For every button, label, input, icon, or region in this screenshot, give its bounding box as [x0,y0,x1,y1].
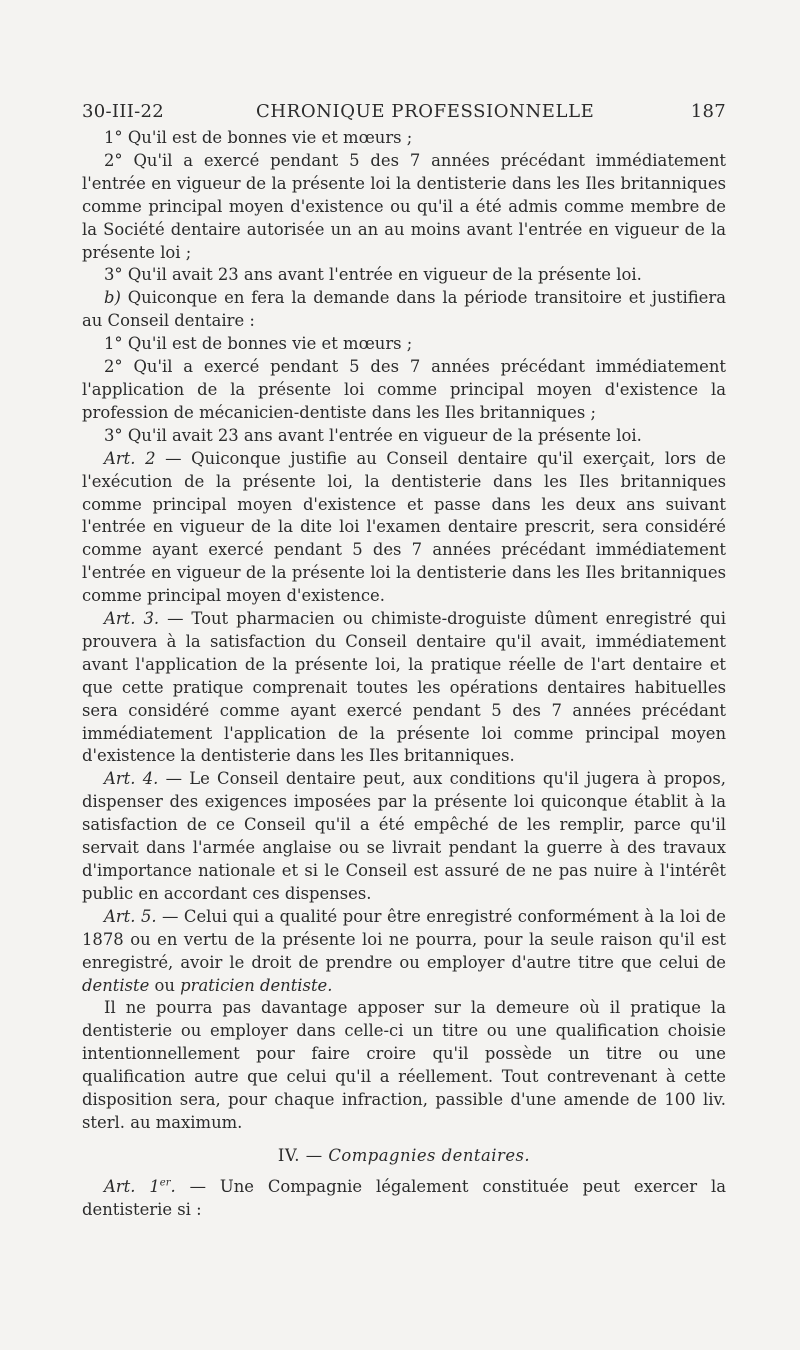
article [82,608,726,768]
paragraph: 2° Qu'il a exercé pendant 5 des 7 années précédant immédiatement l'entrée en vigueur de la présente loi la dentisterie dans les Iles britanniques comme principal moyen d'existence ou qu'il a été admis comme membre de la Société dentaire autorisée un an au moins avant l'entrée en vigueur de la présente loi ; [82,150,726,262]
page-number: 187 [690,101,726,122]
list-label: b) [104,288,121,308]
section-title: Compagnies dentaires. [328,1145,531,1165]
article [82,906,726,998]
section-number: IV. — [277,1145,329,1165]
article-text: — Une Compagnie légalement constituée peut exercer la dentisterie si : [82,1176,727,1219]
article-label-superscript: er [159,1177,171,1189]
paragraph: 2° Qu'il a exercé pendant 5 des 7 années précédant immédiatement l'application de la présente loi comme principal moyen d'existence la profession de mécanicien-dentiste dans les Iles britanniques ; [82,357,726,422]
page-body [82,127,726,1222]
paragraph: 1° Qu'il est de bonnes vie et mœurs ; [104,128,413,147]
article-label: Art. 4. [104,769,159,789]
article [82,1176,726,1222]
article-label: Art. 5. [104,906,157,926]
article-label: Art. 1 [104,1176,160,1196]
title-dentiste: dentiste [82,975,150,995]
header-date: 30-III-22 [82,101,165,122]
article-text: — Celui qui a qualité pour être enregistré conformément à la loi de 1878 ou en vertu de la présente loi ne pourra, pour la seule raison qu'il est enregistré, avoir le droit de prendre ou employer d'autre titre que celui de [82,906,726,972]
section-heading [82,1145,726,1168]
paragraph: Il ne pourra pas davantage apposer sur la demeure où il pratique la dentisterie ou employer dans celle-ci un titre ou une qualification choisie intentionnellement pour faire croire qu'il possède un titre ou une qualification autre que celui qu'il a réellement. Tout contrevenant à cette disposition sera, pour chaque infraction, passible d'une amende de 100 liv. sterl. au maximum. [82,998,726,1132]
paragraph: 1° Qu'il est de bonnes vie et mœurs ; [104,334,413,354]
paragraph [82,287,726,333]
paragraph-text: Quiconque en fera la demande dans la période transitoire et justifiera au Conseil dentaire : [82,288,726,331]
article [82,768,726,905]
article-label-dot: . [170,1176,176,1196]
header-title: CHRONIQUE PROFESSIONNELLE [256,101,595,122]
article-label: Art. 2 [104,448,156,468]
article-text-connector: ou [149,975,181,995]
article-text: — Quiconque justifie au Conseil dentaire qu'il exerçait, lors de l'exécution de la présente loi, la dentisterie dans les Iles britanniques comme principal moyen d'existence et passe dans les deux ans suivant l'entrée en vigueur de la dite loi l'examen dentaire prescrit, sera considéré comme ayant exercé pendant 5 des 7 années précédant immédiatement l'entrée en vigueur de la présente loi la dentisterie dans les Iles britanniques comme principal moyen d'existence. [82,448,726,606]
article-text: — Le Conseil dentaire peut, aux conditions qu'il jugera à propos, dispenser des exigences imposées par la présente loi quiconque établit à la satisfaction de ce Conseil qu'il a été empêché de les remplir, parce qu'il servait dans l'armée anglaise ou se livrait pendant la guerre à des travaux d'importance nationale et si le Conseil est assuré de ne pas nuire à l'intérêt public en accordant ces dispenses. [82,769,726,903]
article-label: Art. 3. [104,609,160,629]
title-praticien-dentiste: praticien dentiste. [180,975,333,995]
paragraph: 3° Qu'il avait 23 ans avant l'entrée en vigueur de la présente loi. [104,425,642,445]
paragraph: 3° Qu'il avait 23 ans avant l'entrée en vigueur de la présente loi. [104,265,642,285]
article [82,448,726,608]
article-text: — Tout pharmacien ou chimiste-droguiste dûment enregistré qui prouvera à la satisfaction du Conseil dentaire qu'il avait, immédiatement avant l'application de la présente loi, la pratique réelle de l'art dentaire et que cette pratique comprenait toutes les opérations dentaires habituelles sera considéré comme ayant exercé pendant 5 des 7 années précédant immédiatement l'application de la présente loi comme principal moyen d'existence la dentisterie dans les Iles britanniques. [82,609,726,766]
